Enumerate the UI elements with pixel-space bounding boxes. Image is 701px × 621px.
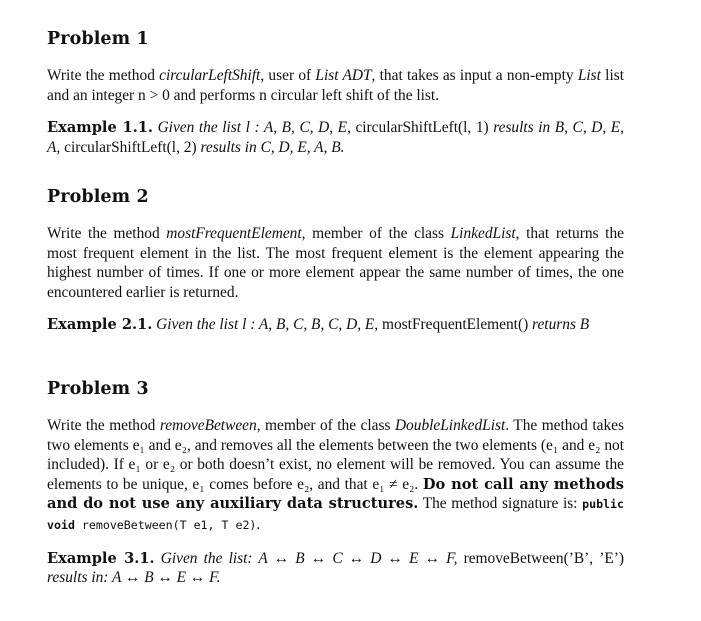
problem-3-desc-post: . The method takes two elements e₁ and e₂, and removes all the elements between the two elements (e₁ and e₂ not included). If e₁ or e₂ or both doesn’t exist, no element will be removed. You can assume the elements to be unique, e₁ comes before e₂, and that e₁ ≠ e₂. <box>47 417 624 493</box>
problem-1-title: Problem 1 <box>47 29 149 49</box>
problem-2-class-name: LinkedList <box>450 225 516 242</box>
problem-1-desc-mid: , user of <box>260 67 316 84</box>
problem-2-example-call: mostFrequentElement() <box>382 316 529 334</box>
problem-3-title: Problem 3 <box>47 379 149 399</box>
problem-3-method-name: removeBetween <box>159 417 257 434</box>
problem-1-description <box>47 66 624 105</box>
problem-1-desc-post: list and an integer n > 0 and performs n circular left shift of the list. <box>47 67 625 104</box>
problem-2-title: Problem 2 <box>47 187 149 207</box>
problem-2-example-post: returns B <box>528 316 590 334</box>
problem-1-method-name: circularLeftShift <box>159 67 261 84</box>
problem-3-description <box>47 416 624 536</box>
problem-3-signature-keyword: public void <box>47 497 624 532</box>
problem-3-example-pre: Given the list: A ↔ B ↔ C ↔ D ↔ E ↔ F, <box>154 549 464 567</box>
problem-1-example-mid: results in B, C, D, E, A, <box>47 119 624 156</box>
problem-1-desc-mid2: , that takes as input a non-empty <box>371 67 578 84</box>
problem-3-desc-pre: Write the method <box>47 417 160 434</box>
problem-3-example <box>47 549 624 588</box>
problem-2-description <box>47 224 624 302</box>
problem-2-desc-pre: Write the method <box>47 225 167 242</box>
problem-1 <box>47 28 624 157</box>
problem-1-example <box>47 118 624 157</box>
problem-2-desc-post: , that returns the most frequent element in the list. The most frequent element is the element appearing the highest number of times. If one or more element appear the same number of times, the one encountered earlier is returned. <box>47 225 624 301</box>
problem-1-adt-name: List ADT <box>315 67 372 84</box>
problem-3-bold-note: Do not call any methods and do not use any auxiliary data structures. <box>47 475 624 513</box>
problem-1-example-pre: Given the list l : A, B, C, D, E, <box>153 119 356 137</box>
problem-2 <box>47 186 624 335</box>
problem-3-example-call: removeBetween(’B’, ’E’) <box>463 549 625 567</box>
problem-3-signature-rest: removeBetween(T e1, T e2) <box>74 517 257 532</box>
problem-1-example-post: results in C, D, E, A, B. <box>196 138 345 156</box>
problem-3-example-post: results in: A ↔ B ↔ E ↔ F. <box>47 569 221 587</box>
problem-3-class-name: DoubleLinkedList <box>394 417 506 434</box>
problem-2-example <box>47 315 624 335</box>
problem-3-signature-pre: The method signature is: <box>418 495 583 513</box>
problem-3-desc-mid: , member of the class <box>256 417 395 434</box>
problem-2-example-pre: Given the list l : A, B, C, B, C, D, E, <box>152 316 383 334</box>
problem-2-example-label: Example 2.1. <box>47 316 153 334</box>
problem-2-method-name: mostFrequentElement <box>166 225 302 242</box>
problem-3-signature-end: . <box>256 515 261 533</box>
problem-3 <box>47 378 624 588</box>
document-page <box>47 28 625 587</box>
problem-1-desc-pre: Write the method <box>47 67 160 84</box>
problem-2-desc-mid: , member of the class <box>301 225 451 242</box>
problem-1-example-call1: circularShiftLeft(l, 1) <box>355 119 489 137</box>
problem-1-example-call2: circularShiftLeft(l, 2) <box>64 138 197 156</box>
problem-1-example-label: Example 1.1. <box>47 119 154 137</box>
problem-3-example-label: Example 3.1. <box>47 549 155 567</box>
problem-1-list-word: List <box>577 67 601 84</box>
